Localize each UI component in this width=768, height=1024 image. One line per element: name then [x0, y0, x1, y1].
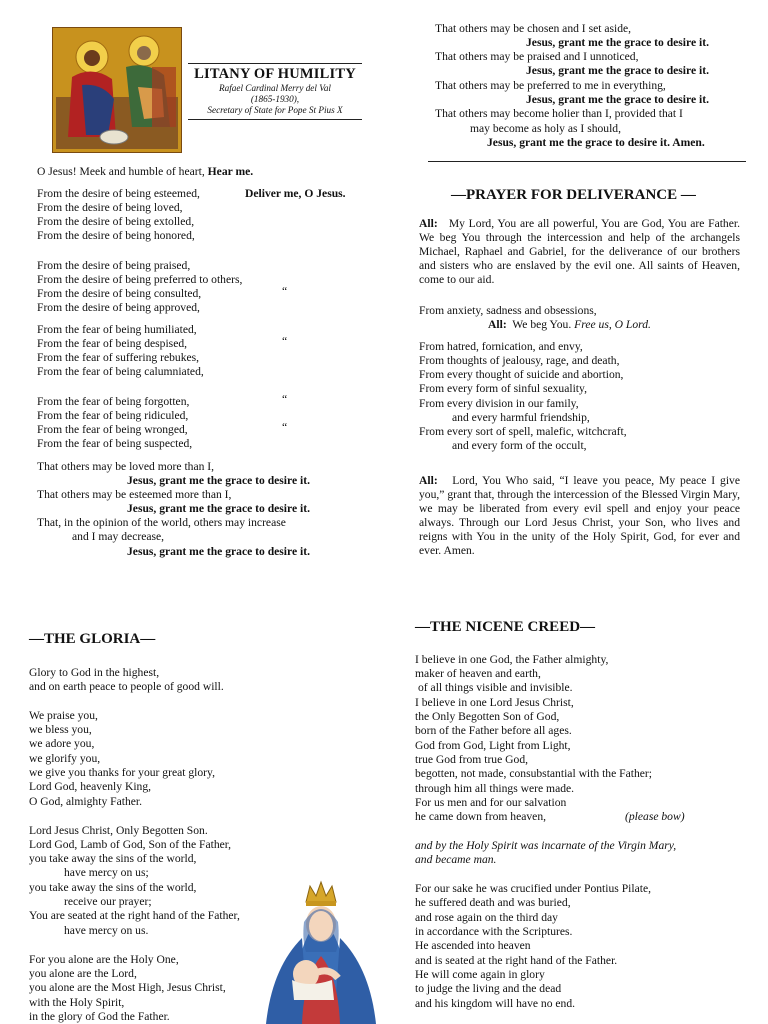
ditto-mark: “	[282, 421, 288, 434]
section-divider	[428, 161, 746, 162]
litany-line: From the fear of being suspected,	[37, 437, 193, 450]
virgin-mary-with-child-image	[258, 876, 384, 1024]
grace-response: Jesus, grant me the grace to desire it.	[526, 36, 709, 49]
gloria-line: have mercy on us;	[64, 866, 149, 879]
creed-line: true God from true God,	[415, 753, 529, 766]
gloria-line: you take away the sins of the world,	[29, 881, 197, 894]
gloria-line: we adore you,	[29, 737, 95, 750]
creed-line: of all things visible and invisible.	[418, 681, 573, 694]
gloria-line: we give you thanks for your great glory,	[29, 766, 215, 779]
litany-line: From the fear of suffering rebukes,	[37, 351, 200, 364]
creed-line: For our sake he was crucified under Pontius Pilate,	[415, 882, 652, 895]
gloria-line: have mercy on us.	[64, 924, 149, 937]
others-line: That, in the opinion of the world, others may increase	[37, 516, 286, 529]
gloria-line: O God, almighty Father.	[29, 795, 143, 808]
creed-heading: —THE NICENE CREED—	[415, 619, 596, 635]
creed-italic-line: and became man.	[415, 853, 497, 866]
deliver-response: Deliver me, O Jesus.	[245, 187, 346, 200]
litany-line: From the desire of being consulted,	[37, 287, 202, 300]
creed-line: He ascended into heaven	[415, 939, 531, 952]
others-line: That others may be esteemed more than I,	[37, 488, 232, 501]
creed-line: maker of heaven and earth,	[415, 667, 541, 680]
gloria-line: receive our prayer;	[64, 895, 152, 908]
gloria-line: For you alone are the Holy One,	[29, 953, 179, 966]
litany-line: From the desire of being praised,	[37, 259, 191, 272]
creed-line: I believe in one Lord Jesus Christ,	[415, 696, 574, 709]
gloria-line: you alone are the Most High, Jesus Christ,	[29, 981, 226, 994]
deliverance-list-item: From every division in our family,	[419, 397, 579, 410]
gloria-line: we bless you,	[29, 723, 92, 736]
gloria-line: Lord God, Lamb of God, Son of the Father,	[29, 838, 232, 851]
others-line: That others may be loved more than I,	[37, 460, 215, 473]
creed-line: born of the Father before all ages.	[415, 724, 572, 737]
litany-line: From the fear of being forgotten,	[37, 395, 190, 408]
deliverance-list-item: From hatred, fornication, and envy,	[419, 340, 583, 353]
others-line: That others may become holier than I, provided that I	[435, 107, 683, 120]
litany-line: From the fear of being despised,	[37, 337, 188, 350]
creed-line: he suffered death and was buried,	[415, 896, 571, 909]
litany-dates: (1865-1930),	[250, 94, 300, 104]
gloria-line: and on earth peace to people of good will.	[29, 680, 224, 693]
deliverance-paragraph-1: All: My Lord, You are all powerful, You are God, You are Father. We beg You through the intercession and help of the archangels Michael, Raphael and Gabriel, for the deliverance of our brothers and sisters who are enslaved by the evil one. All saints of Heaven, come to our aid.	[419, 217, 740, 287]
litany-line: From the desire of being approved,	[37, 301, 200, 314]
deliverance-list-item: From thoughts of jealousy, rage, and death,	[419, 354, 620, 367]
creed-line: through him all things were made.	[415, 782, 575, 795]
others-line: That others may be chosen and I set aside,	[435, 22, 632, 35]
creed-line: the Only Begotten Son of God,	[415, 710, 560, 723]
grace-response: Jesus, grant me the grace to desire it.	[127, 502, 310, 515]
creed-line: he came down from heaven,	[415, 810, 547, 823]
ditto-mark: “	[282, 335, 288, 348]
gloria-line: You are seated at the right hand of the Father,	[29, 909, 240, 922]
others-line: That others may be praised and I unnoticed,	[435, 50, 639, 63]
litany-line: From the desire of being preferred to others,	[37, 273, 243, 286]
deliverance-paragraph-2: All: Lord, You Who said, “I leave you peace, My peace I give you,” grant that, through the intercession of the Blessed Virgin Mary, we may be liberated from every evil spell and enjoy your peace always. Through our Lord Jesus Christ, your Son, who lives and reigns with You in the unity of the Holy Spirit, God, for ever and ever. Amen.	[419, 474, 740, 558]
anxiety-line: From anxiety, sadness and obsessions,	[419, 304, 597, 317]
gloria-line: Lord God, heavenly King,	[29, 780, 152, 793]
gloria-heading: —THE GLORIA—	[29, 631, 156, 647]
grace-response: Jesus, grant me the grace to desire it.	[526, 93, 709, 106]
creed-line: For us men and for our salvation	[415, 796, 567, 809]
deliverance-list-item: From every form of sinful sexuality,	[419, 382, 587, 395]
litany-line: From the fear of being calumniated,	[37, 365, 204, 378]
litany-line: From the fear of being wronged,	[37, 423, 188, 436]
ditto-mark: “	[282, 285, 288, 298]
creed-line: and his kingdom will have no end.	[415, 997, 576, 1010]
litany-line: From the fear of being ridiculed,	[37, 409, 189, 422]
litany-line: From the desire of being esteemed,	[37, 187, 200, 200]
litany-line: From the desire of being honored,	[37, 229, 195, 242]
gloria-line: we glorify you,	[29, 752, 101, 765]
deliverance-list-item: and every form of the occult,	[452, 439, 587, 452]
creed-line: He will come again in glory	[415, 968, 545, 981]
gloria-line: Lord Jesus Christ, Only Begotten Son.	[29, 824, 208, 837]
creed-line: and is seated at the right hand of the Father.	[415, 954, 618, 967]
others-line: That others may be preferred to me in everything,	[435, 79, 666, 92]
creed-line: to judge the living and the dead	[415, 982, 562, 995]
litany-opening: O Jesus! Meek and humble of heart, Hear me.	[37, 165, 254, 178]
deliverance-list-item: and every harmful friendship,	[452, 411, 590, 424]
creed-line: begotten, not made, consubstantial with the Father;	[415, 767, 652, 780]
grace-response: Jesus, grant me the grace to desire it.	[127, 545, 310, 558]
gloria-line: Glory to God in the highest,	[29, 666, 160, 679]
creed-line: I believe in one God, the Father almighty,	[415, 653, 609, 666]
litany-line: From the fear of being humiliated,	[37, 323, 197, 336]
hear-me: Hear me.	[207, 165, 254, 178]
creed-line: God from God, Light from Light,	[415, 739, 571, 752]
litany-line: From the desire of being loved,	[37, 201, 183, 214]
ditto-mark: “	[282, 393, 288, 406]
creed-italic-line: and by the Holy Spirit was incarnate of the Virgin Mary,	[415, 839, 677, 852]
gloria-line: you alone are the Lord,	[29, 967, 137, 980]
gloria-line: in the glory of God the Father.	[29, 1010, 170, 1023]
others-line: may become as holy as I should,	[470, 122, 622, 135]
others-line: and I may decrease,	[72, 530, 165, 543]
deliverance-heading: —PRAYER FOR DELIVERANCE —	[451, 187, 696, 203]
litany-title: LITANY OF HUMILITY	[194, 66, 356, 82]
we-beg-line: All: We beg You. Free us, O Lord.	[488, 318, 651, 331]
creed-line: and rose again on the third day	[415, 911, 558, 924]
litany-line: From the desire of being extolled,	[37, 215, 195, 228]
amen-response: Jesus, grant me the grace to desire it. Amen.	[487, 136, 705, 149]
litany-role: Secretary of State for Pope St Pius X	[207, 105, 343, 115]
litany-author: Rafael Cardinal Merry del Val	[219, 83, 331, 93]
creed-line: in accordance with the Scriptures.	[415, 925, 573, 938]
grace-response: Jesus, grant me the grace to desire it.	[526, 64, 709, 77]
grace-response: Jesus, grant me the grace to desire it.	[127, 474, 310, 487]
gloria-line: with the Holy Spirit,	[29, 996, 125, 1009]
gloria-line: We praise you,	[29, 709, 98, 722]
please-bow-note: (please bow)	[625, 810, 685, 823]
litany-title-block	[188, 63, 362, 116]
gloria-line: you take away the sins of the world,	[29, 852, 197, 865]
deliverance-list-item: From every sort of spell, malefic, witchcraft,	[419, 425, 627, 438]
christ-washing-feet-icon-image	[52, 27, 182, 153]
deliverance-list-item: From every thought of suicide and abortion,	[419, 368, 624, 381]
